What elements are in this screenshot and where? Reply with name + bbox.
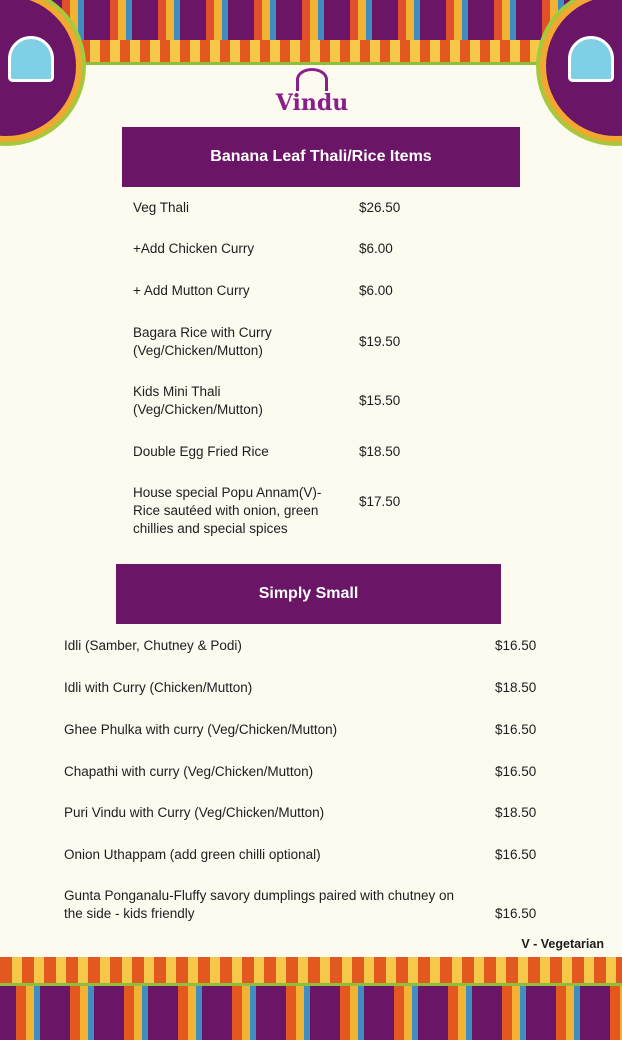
- section-title: Simply Small: [258, 585, 359, 602]
- menu-item-price: $6.00: [359, 241, 393, 256]
- logo-emblem-icon: [296, 68, 328, 91]
- menu-item-name: +Add Chicken Curry: [133, 241, 255, 256]
- menu-item-price: $16.50: [495, 906, 537, 921]
- logo-text: Vindu: [275, 90, 349, 116]
- menu-item-name: Puri Vindu with Curry (Veg/Chicken/Mutton): [64, 805, 325, 820]
- menu-item-price: $19.50: [359, 334, 401, 349]
- menu-item-name: Idli with Curry (Chicken/Mutton): [64, 680, 253, 695]
- bottom-flower-band: [0, 957, 622, 986]
- menu-item-name: Veg Thali: [133, 200, 190, 215]
- menu-item-price: $15.50: [359, 393, 401, 408]
- section-header-simply-small: [116, 564, 501, 624]
- menu-item-price: $26.50: [359, 200, 401, 215]
- vegetarian-legend: V - Vegetarian: [521, 937, 604, 951]
- menu-item-price: $16.50: [495, 722, 537, 737]
- section-title: Banana Leaf Thali/Rice Items: [210, 148, 432, 165]
- menu-item-price: $17.50: [359, 494, 401, 509]
- menu-item-price: $6.00: [359, 283, 393, 298]
- menu-item-name: Onion Uthappam (add green chilli optional): [64, 847, 321, 862]
- menu-item-name: Chapathi with curry (Veg/Chicken/Mutton): [64, 764, 314, 779]
- menu-item-price: $16.50: [495, 847, 537, 862]
- menu-item-name: House special Popu Annam(V)- Rice sautéed with onion, green chillies and special spices: [133, 485, 322, 536]
- menu-item-name: Kids Mini Thali (Veg/Chicken/Mutton): [133, 384, 263, 417]
- menu-item-price: $18.50: [495, 805, 537, 820]
- top-flower-band: [0, 40, 622, 65]
- lotus-icon: [8, 36, 54, 82]
- menu-item-name: Double Egg Fried Rice: [133, 444, 269, 459]
- menu-item-price: $18.50: [359, 444, 401, 459]
- menu-item-price: $18.50: [495, 680, 537, 695]
- vindu-logo: [272, 68, 352, 128]
- menu-item-name: + Add Mutton Curry: [133, 283, 250, 298]
- menu-item-name: Bagara Rice with Curry (Veg/Chicken/Mutton): [133, 325, 272, 358]
- lotus-icon: [568, 36, 614, 82]
- menu-item-name: Idli (Samber, Chutney & Podi): [64, 638, 242, 653]
- menu-item-name: Gunta Ponganalu-Fluffy savory dumplings paired with chutney on the side - kids friendly: [64, 888, 454, 921]
- section-header-thali: [122, 127, 520, 187]
- menu-item-price: $16.50: [495, 638, 537, 653]
- menu-item-price: $16.50: [495, 764, 537, 779]
- menu-item-name: Ghee Phulka with curry (Veg/Chicken/Mutton): [64, 722, 338, 737]
